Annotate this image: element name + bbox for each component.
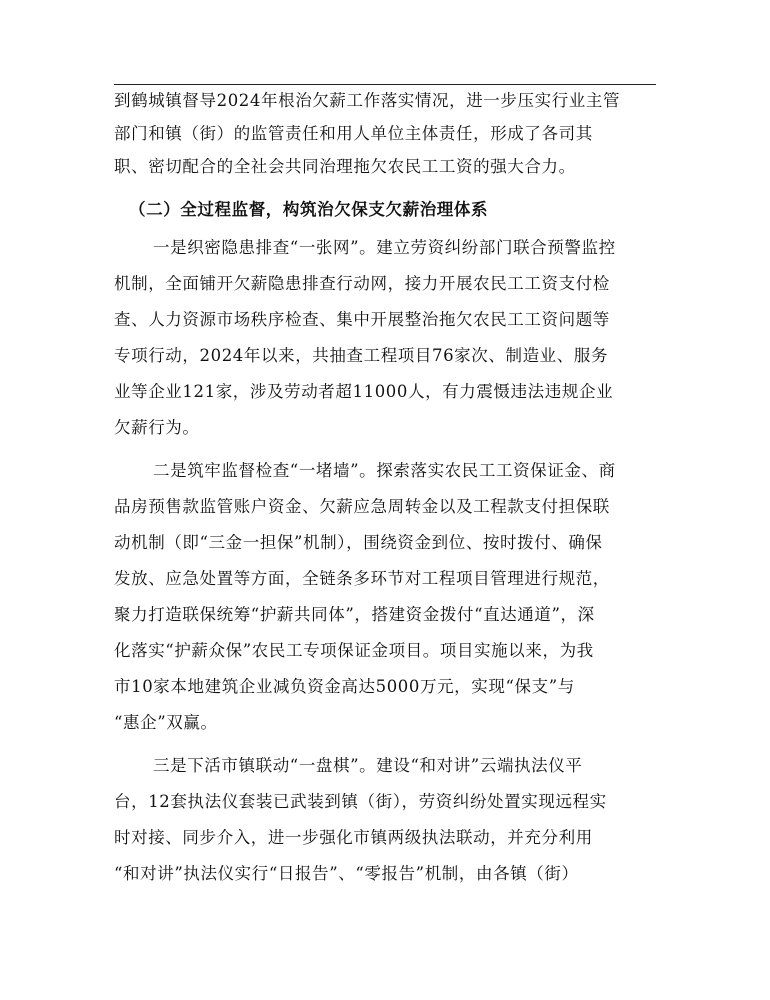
paragraph-line: 查、人力资源市场秩序检查、集中开展整治拖欠农民工工资问题等: [114, 310, 610, 329]
section-heading: （二）全过程监督，构筑治欠保支欠薪治理体系: [129, 200, 489, 219]
paragraph-line: 业等企业121家，涉及劳动者超11000人，有力震慑违法违规企业: [114, 382, 614, 401]
paragraph-line: 机制，全面铺开欠薪隐患排查行动网，接力开展农民工工资支付检: [114, 274, 610, 293]
paragraph-line: 部门和镇（街）的监管责任和用人单位主体责任，形成了各司其: [114, 124, 593, 143]
paragraph-line: 二是筑牢监督检查“一堵墙”。探索落实农民工工资保证金、商: [153, 461, 616, 480]
paragraph-line: 发放、应急处置等方面，全链条多环节对工程项目管理进行规范，: [114, 569, 610, 588]
paragraph-line: 动机制（即“三金一担保”机制），围绕资金到位、按时拨付、确保: [114, 533, 603, 552]
paragraph-line: 三是下活市镇联动“一盘棋”。建设“和对讲”云端执法仪平: [153, 756, 583, 775]
paragraph-line: 一是织密隐患排查“一张网”。建立劳资纠纷部门联合预警监控: [153, 238, 616, 257]
paragraph-line: 品房预售款监管账户资金、欠薪应急周转金以及工程款支付担保联: [114, 497, 610, 516]
paragraph-line: 聚力打造联保统筹“护薪共同体”，搭建资金拨付“直达通道”，深: [114, 605, 595, 624]
paragraph-line: “惠企”双赢。: [114, 713, 218, 732]
paragraph-line: 台，12套执法仪套装已武装到镇（街），劳资纠纷处置实现远程实: [114, 792, 607, 811]
paragraph-line: 化落实“护薪众保”农民工专项保证金项目。项目实施以来，为我: [114, 641, 594, 660]
header-rule: [114, 84, 656, 85]
paragraph-line: 到鹤城镇督导2024年根治欠薪工作落实情况，进一步压实行业主管: [114, 91, 621, 110]
paragraph-line: 职、密切配合的全社会共同治理拖欠农民工工资的强大合力。: [114, 157, 576, 176]
paragraph-line: 市10家本地建筑企业减负资金高达5000万元，实现“保支”与: [114, 677, 575, 696]
paragraph-line: 时对接、同步介入，进一步强化市镇两级执法联动，并充分利用: [114, 828, 593, 847]
paragraph-line: 专项行动，2024年以来，共抽查工程项目76家次、制造业、服务: [114, 346, 609, 365]
paragraph-line: 欠薪行为。: [114, 418, 200, 437]
paragraph-line: “和对讲”执法仪实行“日报告”、“零报告”机制，由各镇（街）: [114, 864, 579, 883]
